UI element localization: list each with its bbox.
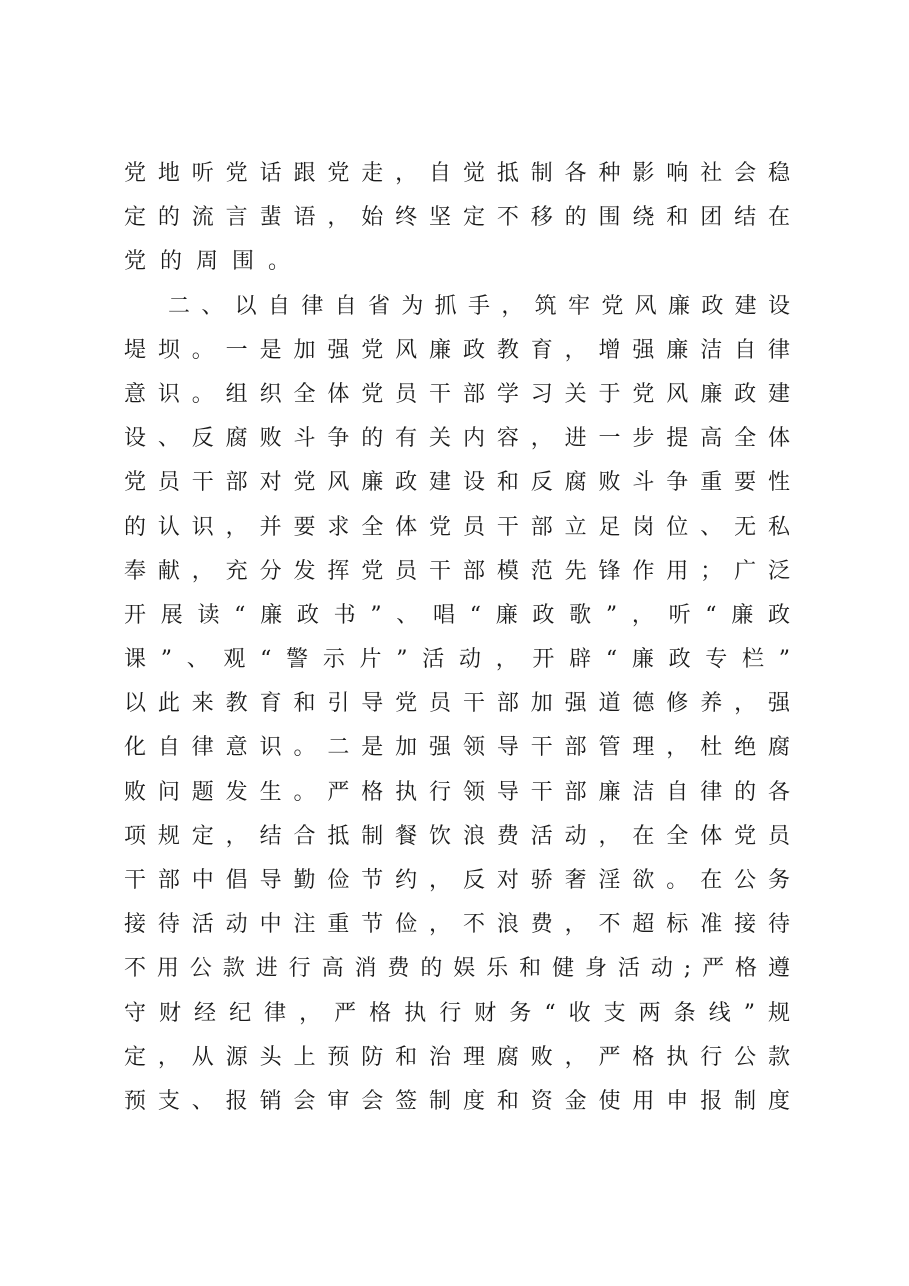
text-line: 预支、报销会审会签制度和资金使用申报制度 xyxy=(124,1088,790,1114)
text-line: 的认识，并要求全体党员干部立足岗位、无私 xyxy=(124,514,790,540)
text-line: 项规定，结合抵制餐饮浪费活动，在全体党员 xyxy=(124,823,790,849)
text-line: 败问题发生。严格执行领导干部廉洁自律的各 xyxy=(124,779,790,805)
text-line: 定，从源头上预防和治理腐败，严格执行公款 xyxy=(124,1044,790,1070)
text-line: 守财经纪律，严格执行财务“收支两条线”规 xyxy=(124,1000,790,1026)
text-line: 党的周围。 xyxy=(124,249,305,275)
text-line: 设、反腐败斗争的有关内容，进一步提高全体 xyxy=(124,426,790,452)
text-line: 意识。组织全体党员干部学习关于党风廉政建 xyxy=(124,381,790,407)
text-line: 课”、观“警示片”活动，开辟“廉政专栏” xyxy=(124,647,790,673)
text-line: 奉献，充分发挥党员干部模范先锋作用；广泛 xyxy=(124,558,790,584)
text-line: 堤坝。一是加强党风廉政教育，增强廉洁自律 xyxy=(124,337,790,363)
text-line: 干部中倡导勤俭节约，反对骄奢淫欲。在公务 xyxy=(124,868,790,893)
text-line: 党员干部对党风廉政建设和反腐败斗争重要性 xyxy=(124,470,790,496)
text-line: 接待活动中注重节俭，不浪费，不超标准接待 xyxy=(124,912,790,938)
section-heading-line: 二、以自律自省为抓手，筑牢党风廉政建设 xyxy=(168,293,790,319)
text-line: 党地听党话跟党走，自觉抵制各种影响社会稳 xyxy=(124,161,790,186)
body-text xyxy=(124,152,790,1124)
text-line: 定的流言蜚语，始终坚定不移的围绕和团结在 xyxy=(124,205,790,231)
text-line: 开展读“廉政书”、唱“廉政歌”，听“廉政 xyxy=(124,602,790,628)
text-line: 以此来教育和引导党员干部加强道德修养，强 xyxy=(124,691,790,717)
text-line: 不用公款进行高消费的娱乐和健身活动;严格遵 xyxy=(124,956,790,982)
text-line: 化自律意识。二是加强领导干部管理，杜绝腐 xyxy=(124,735,790,761)
